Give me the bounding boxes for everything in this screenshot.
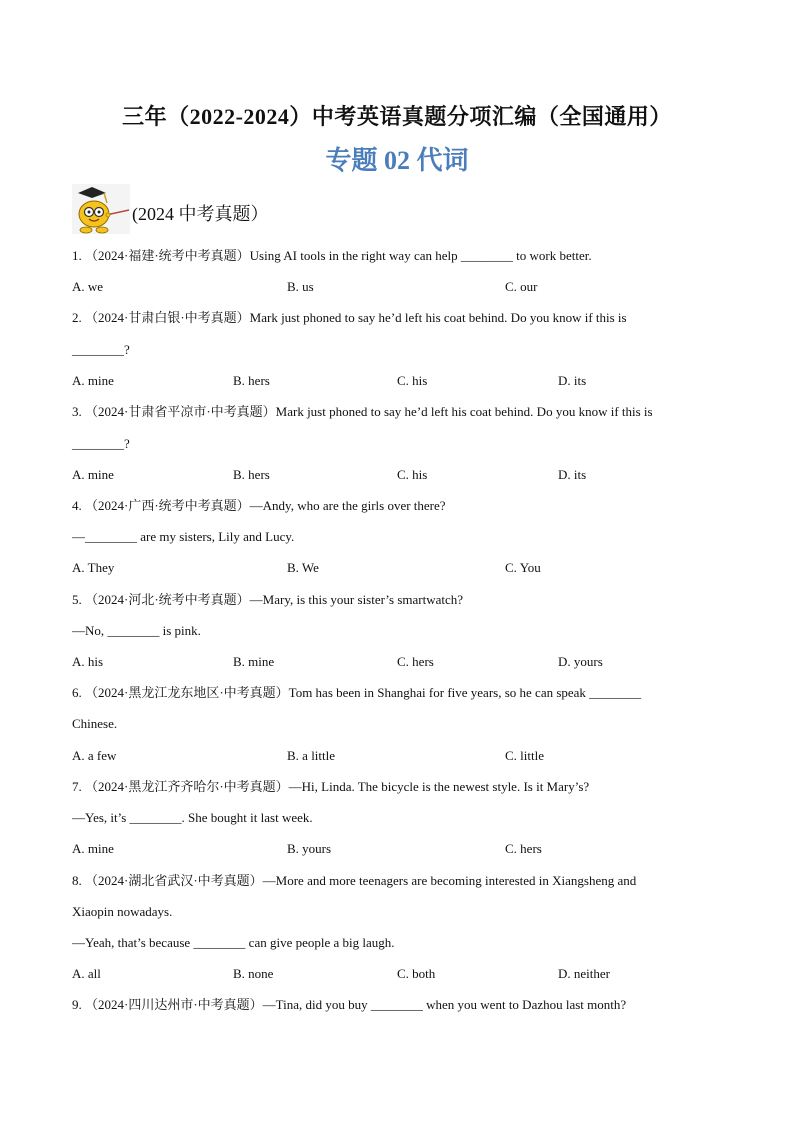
- answer-option: B. hers: [233, 467, 270, 482]
- question-stem: 4. （2024·广西·统考中考真题）—Andy, who are the girls over there?: [72, 498, 446, 513]
- answer-option: C. his: [397, 467, 428, 482]
- section-header: [72, 184, 269, 234]
- answer-option: C. hers: [505, 841, 542, 856]
- document-title: 三年（2022-2024）中考英语真题分项汇编（全国通用）: [122, 104, 672, 129]
- question-stem: 3. （2024·甘肃省平凉市·中考真题）Mark just phoned to say he’d left his coat behind. Do you know if this is: [72, 404, 653, 419]
- question-line: —________ are my sisters, Lily and Lucy.: [72, 529, 295, 544]
- question-line: ________?: [72, 342, 130, 357]
- answer-option: C. our: [505, 279, 538, 294]
- answer-option: A. his: [72, 654, 104, 669]
- question-line: —No, ________ is pink.: [72, 623, 201, 638]
- question-stem: 6. （2024·黑龙江龙东地区·中考真题）Tom has been in Shanghai for five years, so he can speak ________: [72, 685, 642, 700]
- question-stem: 1. （2024·福建·统考中考真题）Using AI tools in the right way can help ________ to work better.: [72, 248, 592, 263]
- question-stem: 8. （2024·湖北省武汉·中考真题）—More and more teenagers are becoming interested in Xiangsheng and: [72, 873, 637, 888]
- answer-option: A. mine: [72, 841, 114, 856]
- answer-option: D. its: [558, 467, 587, 482]
- answer-option: B. us: [287, 279, 314, 294]
- answer-option: B. a little: [287, 748, 336, 763]
- question-line: Chinese.: [72, 716, 118, 731]
- answer-option: B. none: [233, 966, 274, 981]
- answer-option: C. little: [505, 748, 544, 763]
- answer-option: B. yours: [287, 841, 332, 856]
- answer-option: C. hers: [397, 654, 434, 669]
- answer-option: D. neither: [558, 966, 610, 981]
- answer-option: A. mine: [72, 373, 114, 388]
- question-line: —Yeah, that’s because ________ can give people a big laugh.: [72, 935, 395, 950]
- answer-option: C. You: [505, 560, 541, 575]
- answer-option: B. mine: [233, 654, 275, 669]
- question-line: —Yes, it’s ________. She bought it last week.: [72, 810, 313, 825]
- mascot-bee-icon: [72, 184, 130, 234]
- answer-option: C. his: [397, 373, 428, 388]
- question-stem: 7. （2024·黑龙江齐齐哈尔·中考真题）—Hi, Linda. The bicycle is the newest style. Is it Mary’s?: [72, 779, 590, 794]
- answer-option: A. all: [72, 966, 101, 981]
- topic-title: 专题 02 代词: [325, 146, 469, 175]
- question-stem: 9. （2024·四川达州市·中考真题）—Tina, did you buy ________ when you went to Dazhou last month?: [72, 997, 627, 1012]
- answer-option: B. We: [287, 560, 319, 575]
- answer-option: D. its: [558, 373, 587, 388]
- question-stem: 5. （2024·河北·统考中考真题）—Mary, is this your sister’s smartwatch?: [72, 592, 464, 607]
- answer-option: A. They: [72, 560, 115, 575]
- section-label: (2024 中考真题）: [132, 204, 269, 224]
- answer-option: C. both: [397, 966, 436, 981]
- question-stem: 2. （2024·甘肃白银·中考真题）Mark just phoned to say he’d left his coat behind. Do you know if this is: [72, 310, 627, 325]
- answer-option: A. mine: [72, 467, 114, 482]
- answer-option: A. a few: [72, 748, 117, 763]
- question-line: Xiaopin nowadays.: [72, 904, 173, 919]
- answer-option: B. hers: [233, 373, 270, 388]
- answer-option: D. yours: [558, 654, 603, 669]
- question-line: ________?: [72, 436, 130, 451]
- answer-option: A. we: [72, 279, 104, 294]
